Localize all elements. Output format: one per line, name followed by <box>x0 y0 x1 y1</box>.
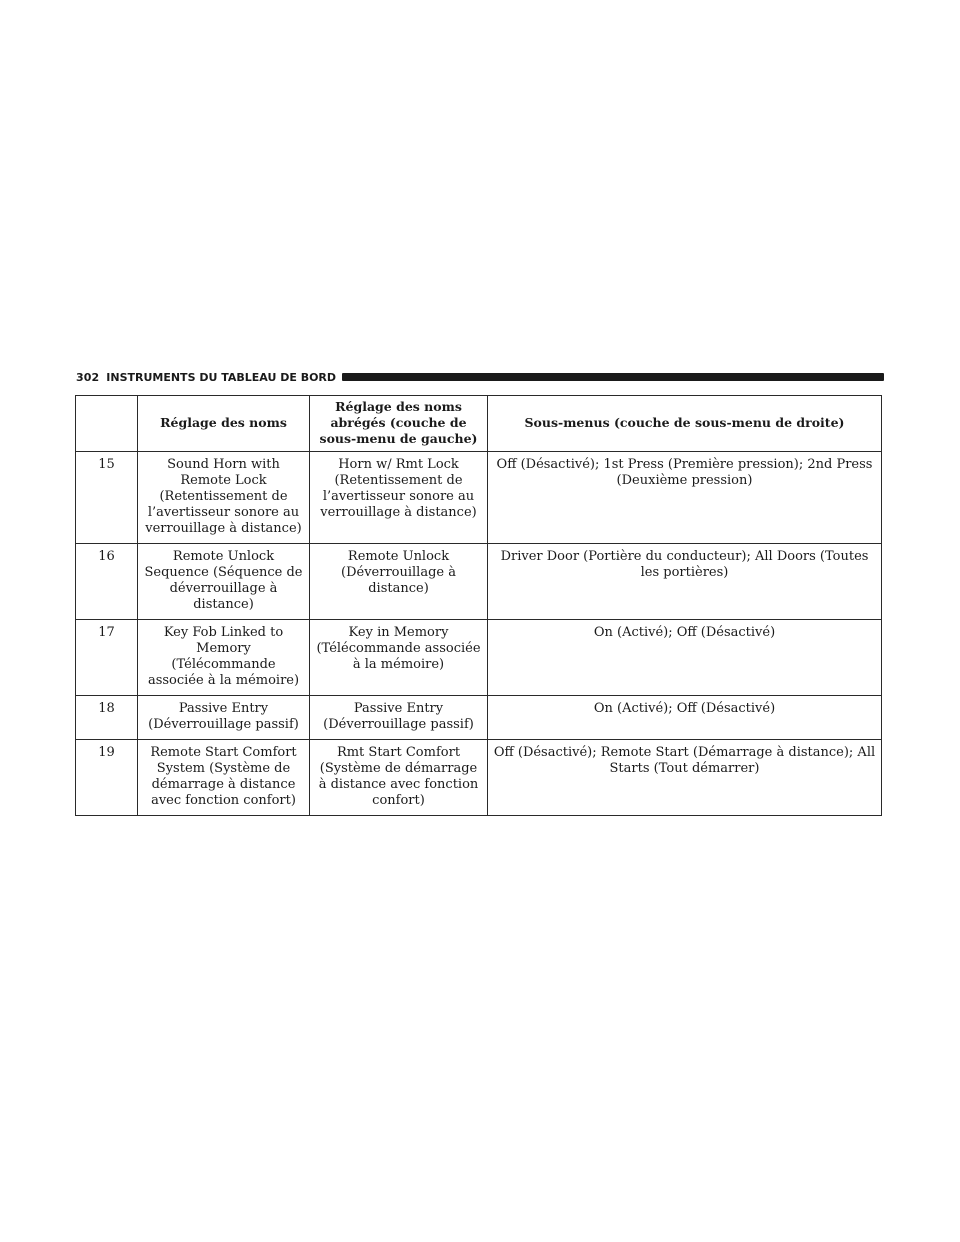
abbreviated-name: Key in Memory (Télécommande associée à la mémoire) <box>310 620 488 696</box>
column-header-abbreviated-name: Réglage des noms abrégés (couche de sous-menu de gauche) <box>310 396 488 452</box>
column-header-submenus: Sous-menus (couche de sous-menu de droite) <box>488 396 882 452</box>
submenu-options: Driver Door (Portière du conducteur); All Doors (Toutes les portières) <box>488 544 882 620</box>
abbreviated-name: Horn w/ Rmt Lock (Retentissement de l’avertisseur sonore au verrouillage à distance) <box>310 452 488 544</box>
submenu-options: Off (Désactivé); Remote Start (Démarrage à distance); All Starts (Tout démarrer) <box>488 740 882 816</box>
row-number: 16 <box>76 544 138 620</box>
table-row <box>76 544 882 620</box>
column-header-number <box>76 396 138 452</box>
section-title: INSTRUMENTS DU TABLEAU DE BORD <box>106 370 337 384</box>
setting-name: Passive Entry (Déverrouillage passif) <box>138 696 310 740</box>
setting-name: Remote Start Comfort System (Système de démarrage à distance avec fonction confort) <box>138 740 310 816</box>
table-header-row <box>76 396 882 452</box>
table-row <box>76 696 882 740</box>
row-number: 18 <box>76 696 138 740</box>
settings-table <box>75 395 882 816</box>
submenu-options: On (Activé); Off (Désactivé) <box>488 620 882 696</box>
page-header <box>76 366 884 388</box>
column-header-setting-name: Réglage des noms <box>138 396 310 452</box>
table-row <box>76 740 882 816</box>
page-number: 302 <box>76 370 100 384</box>
table-row <box>76 620 882 696</box>
row-number: 19 <box>76 740 138 816</box>
table-row <box>76 452 882 544</box>
setting-name: Sound Horn with Remote Lock (Retentissement de l’avertisseur sonore au verrouillage à distance) <box>138 452 310 544</box>
submenu-options: On (Activé); Off (Désactivé) <box>488 696 882 740</box>
submenu-options: Off (Désactivé); 1st Press (Première pression); 2nd Press (Deuxième pression) <box>488 452 882 544</box>
row-number: 15 <box>76 452 138 544</box>
abbreviated-name: Rmt Start Comfort (Système de démarrage à distance avec fonction confort) <box>310 740 488 816</box>
abbreviated-name: Remote Unlock (Déverrouillage à distance) <box>310 544 488 620</box>
setting-name: Key Fob Linked to Memory (Télécommande associée à la mémoire) <box>138 620 310 696</box>
abbreviated-name: Passive Entry (Déverrouillage passif) <box>310 696 488 740</box>
header-rule <box>342 373 884 381</box>
setting-name: Remote Unlock Sequence (Séquence de déverrouillage à distance) <box>138 544 310 620</box>
row-number: 17 <box>76 620 138 696</box>
